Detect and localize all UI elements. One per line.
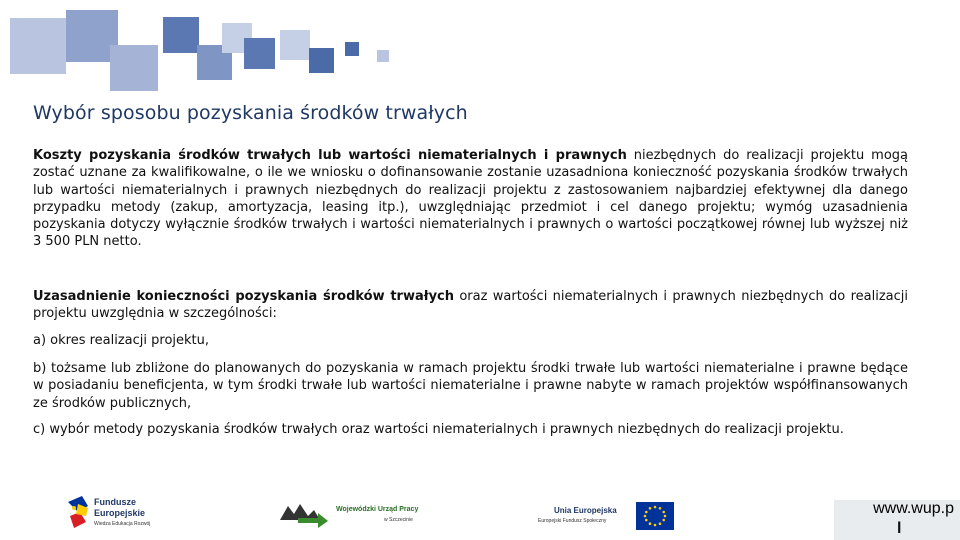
deco-square [163,17,199,53]
deco-square [377,50,389,62]
deco-square [110,45,158,91]
fe-logo-line1: Fundusze [94,497,136,507]
wup-logo-line1: Wojewódzki Urząd Pracy [336,506,419,513]
paragraph-justification [33,288,908,323]
deco-square [280,30,310,60]
eu-logo [538,502,678,532]
deco-square [309,48,334,73]
fe-logo-line2: Europejskie [94,508,146,518]
wup-logo-line2: w Szczecinie [384,517,413,523]
page-title: Wybór sposobu pozyskania środków trwałych [33,102,468,124]
fe-logo-icon [66,494,92,532]
eu-flag-icon [636,502,674,530]
wup-logo-icon [280,500,330,528]
paragraph-justification-bold: Uzasadnienie konieczności pozyskania środków trwałych [33,289,455,304]
deco-square [345,42,359,56]
paragraph-costs [33,147,908,251]
website-url-tail: l [897,520,902,537]
eu-logo-line2: Europejski Fundusz Społeczny [538,518,607,524]
list-item-b: b) tożsame lub zbliżone do planowanych do pozyskania w ramach projektu środki trwałe lub wartości niematerialne i prawne będące w posiadaniu beneficjenta, w tym środki trwałe lub wartości niematerialne i prawne nabyte w ramach projektów współfinansowanych ze środków publicznych, [33,361,908,411]
website-url[interactable]: www.wup.p [873,500,954,517]
deco-square [244,38,275,69]
fe-logo-line3: Wiedza Edukacja Rozwój [94,521,151,527]
paragraph-justification-rest: oraz wartości niematerialnych i prawnych niezbędnych do realizacji projektu uwzględnia w szczególności: [33,289,908,322]
wup-logo [280,500,430,534]
eu-logo-line1: Unia Europejska [554,506,617,515]
fundusze-europejskie-logo [66,494,176,534]
paragraph-costs-bold: Koszty pozyskania środków trwałych lub wartości niematerialnych i prawnych [33,148,627,163]
list-item-c: c) wybór metody pozyskania środków trwałych oraz wartości niematerialnych i prawnych niezbędnych do realizacji projektu. [33,422,844,437]
paragraph-costs-rest: niezbędnych do realizacji projektu mogą zostać uznane za kwalifikowalne, o ile we wniosku o dofinansowanie zostanie uzasadniona konieczność pozyskania środków trwałych lub wartości niematerialnych i prawnych niezbędnych do realizacji projektu z zastosowaniem najbardziej efektywnej dla danego przypadku metody (zakup, amortyzacja, leasing itp.), uwzględniając przedmiot i cel danego projektu; wymóg uzasadnienia pozyskania dotyczy wyłącznie środków trwałych i wartości niematerialnych i prawnych o wartości początkowej równej lub wyższej niż 3 500 PLN netto. [33,148,908,250]
deco-square [10,18,66,74]
website-url-box [834,500,960,540]
list-item-a: a) okres realizacji projektu, [33,333,210,348]
